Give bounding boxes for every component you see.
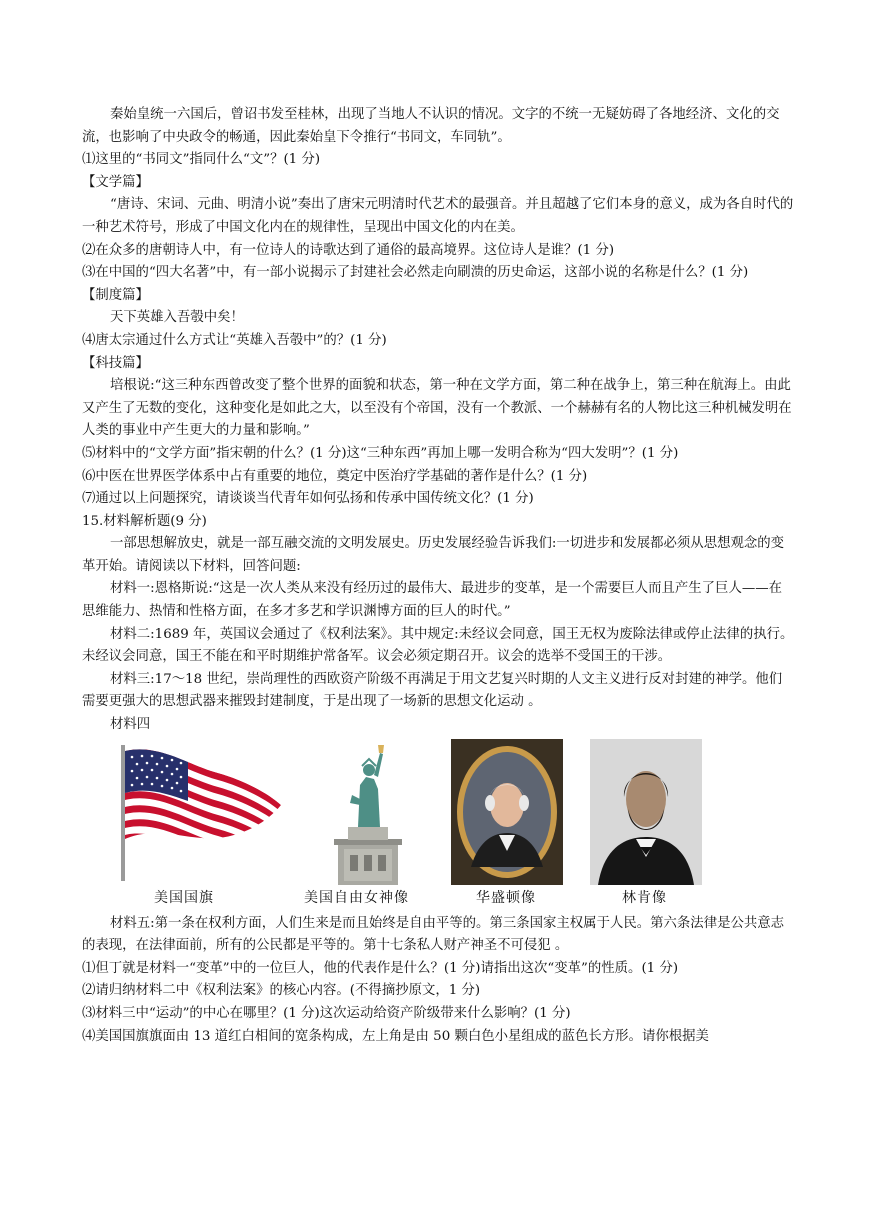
caption-washington: 华盛顿像	[476, 889, 536, 906]
material-4-images	[82, 739, 794, 911]
caption-statue-of-liberty: 美国自由女神像	[304, 889, 409, 906]
question-6: ⑹中医在世界医学体系中占有重要的地位，奠定中医治疗学基础的著作是什么？(1 分)	[82, 468, 588, 484]
question-15-heading: 15.材料解析题(9 分)	[82, 513, 207, 529]
passage-system: 天下英雄入吾彀中矣！	[110, 310, 244, 326]
sub-question-3: ⑶材料三中“运动”的中心在哪里？(1 分)这次运动给资产阶级带来什么影响？(1 分)	[82, 1006, 571, 1021]
section-heading-literature: 【文学篇】	[82, 174, 149, 190]
material-5: 材料五:第一条在权利方面，人们生来是而且始终是自由平等的。第三条国家主权属于人民。第六条法律是公共意志的表现，在法律面前，所有的公民都是平等的。第十七条私人财产神圣不可侵犯 。	[82, 915, 785, 954]
question-7: ⑺通过以上问题探究，请谈谈当代青年如何弘扬和传承中国传统文化？(1 分)	[82, 491, 534, 507]
section-heading-system: 【制度篇】	[82, 287, 149, 303]
section-heading-science: 【科技篇】	[82, 355, 149, 371]
lincoln-portrait-image	[590, 739, 702, 885]
passage-bacon: 培根说:“这三种东西曾改变了整个世界的面貌和状态，第一种在文学方面，第二种在战争上，第三种在航海上。由此又产生了无数的变化，这种变化是如此之大，以至没有个帝国，没有一个教派、一个赫赫有名的人物比这三种机械发明在人类的事业中产生更大的力量和影响。”	[82, 378, 792, 439]
page-content	[82, 104, 794, 1048]
us-flag-image	[118, 743, 286, 883]
sub-question-4: ⑷美国国旗旗面由 13 道红白相间的宽条构成，左上角是由 50 颗白色小星组成的蓝色长方形。请你根据美	[82, 1028, 709, 1044]
caption-us-flag: 美国国旗	[154, 889, 214, 906]
material-3: 材料三:17～18 世纪，崇尚理性的西欧资产阶级不再满足于用文艺复兴时期的人文主义进行反对封建的神学。他们需要更强大的思想武器来摧毁封建制度，于是出现了一场新的思想文化运动 。	[82, 671, 783, 710]
question-1: ⑴这里的“书同文”指同什么“文”？(1 分)	[82, 152, 321, 168]
caption-lincoln: 林肯像	[622, 889, 667, 906]
question-2: ⑵在众多的唐朝诗人中，有一位诗人的诗歌达到了通俗的最高境界。这位诗人是谁？(1 分)	[82, 242, 615, 258]
material-2: 材料二:1689 年，英国议会通过了《权利法案》。其中规定:未经议会同意，国王无权为废除法律或停止法律的执行。未经议会同意，国王不能在和平时期维护常备军。议会必须定期召开。议会的选举不受国王的干涉。	[82, 626, 794, 665]
sub-question-2: ⑵请归纳材料二中《权利法案》的核心内容。(不得摘抄原文，1 分)	[82, 983, 481, 999]
sub-question-1: ⑴但丁就是材料一“变革”中的一位巨人，他的代表作是什么？(1 分)请指出这次“变革”的性质。(1 分)	[82, 960, 679, 976]
question-4: ⑷唐太宗通过什么方式让“英雄入吾彀中”的？(1 分)	[82, 332, 387, 348]
washington-portrait-image	[451, 739, 563, 885]
material-1: 材料一:恩格斯说:“这是一次人类从来没有经历过的最伟大、最进步的变革，是一个需要巨人而且产生了巨人——在思维能力、热情和性格方面，在多才多艺和学识渊博方面的巨人的时代。”	[82, 581, 783, 620]
question-3: ⑶在中国的“四大名著”中，有一部小说揭示了封建社会必然走向刷溃的历史命运，这部小说的名称是什么？(1 分)	[82, 265, 749, 281]
material-4-label: 材料四	[110, 717, 151, 733]
question-5: ⑸材料中的“文学方面”指宋朝的什么？(1 分)这“三种东西”再加上哪一发明合称为“四大发明”？(1 分)	[82, 445, 679, 461]
passage-literature: “唐诗、宋词、元曲、明清小说”奏出了唐宋元明清时代艺术的最强音。并且超越了它们本身的意义，成为各自时代的一种艺术符号，形成了中国文化内在的规律性，呈现出中国文化的内在美。	[82, 197, 794, 235]
passage-qin: 秦始皇统一六国后，曾诏书发至桂林，出现了当地人不认识的情况。文字的不统一无疑妨碍了各地经济、文化的交流，也影响了中央政令的畅通，因此秦始皇下令推行“书同文，车同轨”。	[82, 107, 780, 145]
passage-intro: 一部思想解放史，就是一部互融交流的文明发展史。历史发展经验告诉我们:一切进步和发展都必须从思想观念的变革开始。请阅读以下材料，回答问题:	[82, 536, 785, 574]
statue-of-liberty-image	[328, 739, 408, 885]
